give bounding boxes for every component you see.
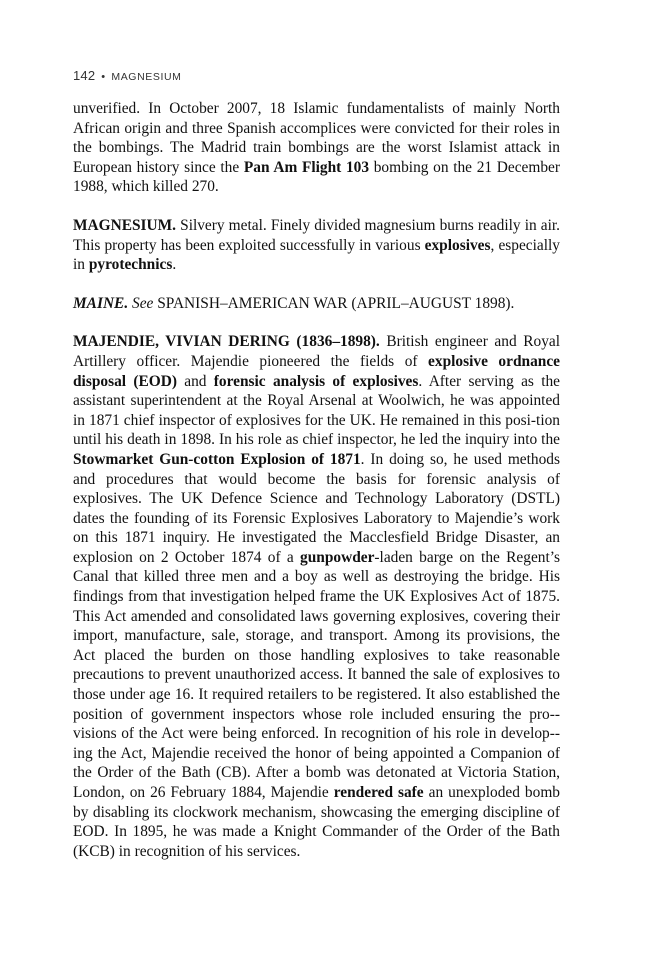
cross-reference: forensic analysis of explosives xyxy=(213,372,419,390)
text-run: British engineer and Royal Artillery officer. Majendie pioneered the fields of xyxy=(73,333,560,370)
entry-headword: MAJENDIE, VIVIAN DERING (1836–1898). xyxy=(73,333,380,351)
cross-reference: Stowmarket Gun-cotton Explosion of 1871 xyxy=(73,450,361,468)
cross-reference: pyrotechnics xyxy=(88,256,173,274)
paragraph-continuation xyxy=(73,99,560,197)
page-number: 142 xyxy=(73,68,96,83)
page-body xyxy=(73,99,560,861)
text-run: , especially in xyxy=(73,236,560,274)
cross-reference: explosive ordnance disposal (EOD) xyxy=(73,352,560,390)
cross-reference: Pan Am Flight 103 xyxy=(243,158,370,176)
running-header xyxy=(73,68,182,83)
text-run: -laden barge on the Regent’s Canal that killed three men and a boy as well as destroying the bridge. His findings from that investigation helped frame the UK Explosives Act of 1875. This Act amended and consolidated laws governing explosives, covering their import, manufacture, sale, storage, and transport. Among its provisions, the Act placed the burden on those handling explosives to take reasonable precautions to prevent unauthorized access. It banned the sale of explosives to those under age 16. It required retailers to be registered. It also established the position of government inspectors whose role included ensuring the pro-visions of the Act were being enforced. In recognition of his role in develop-ing the Act, Majendie received the honor of being appointed a Companion of the Order of the Bath (CB). After a bomb was detonated at Victoria Station, London, on 26 February 1884, Majendie xyxy=(73,548,561,801)
entry-headword: MAGNESIUM. xyxy=(73,216,177,234)
entry-magnesium xyxy=(73,216,560,275)
see-reference-target: SPANISH–AMERICAN WAR (APRIL–AUGUST 1898). xyxy=(153,294,515,312)
running-title: MAGNESIUM xyxy=(111,71,182,83)
cross-reference: rendered safe xyxy=(333,784,424,801)
cross-reference: gunpowder xyxy=(300,548,375,566)
cross-reference: explosives xyxy=(424,236,491,254)
header-bullet: • xyxy=(101,71,106,83)
text-run: and xyxy=(176,372,214,390)
entry-majendie xyxy=(73,332,560,861)
text-run: . In doing so, he used methods and procedures that would become the basis for forensic analysis of explosives. The UK Defence Science and Technology Laboratory (DSTL) dates the founding of its Forensic Explosives Laboratory to Majendie’s work on this 1871 inquiry. He investigated the Macclesfield Bridge Disaster, an explosion on 2 October 1874 of a xyxy=(73,450,560,566)
text-run: an unexploded bomb by disabling its clockwork mechanism, showcasing the emerging discipline of EOD. In 1895, he was made a Knight Commander of the Order of the Bath (KCB) in recognition of his services. xyxy=(73,784,560,860)
entry-maine xyxy=(73,294,560,314)
text-run: . After serving as the assistant superintendent at the Royal Arsenal at Woolwich, he was appointed in 1871 chief inspector of explosives for the UK. He remained in this posi-tion until his death in 1898. In his role as chief inspector, he led the inquiry into the xyxy=(73,372,560,449)
text-run: unverified. In October 2007, 18 Islamic fundamentalists of mainly North African origin and three Spanish accomplices were convicted for their roles in the bombings. The Madrid train bombings are the worst Islamist attack in European history since the xyxy=(73,100,560,176)
text-run: bombing on the 21 December 1988, which killed 270. xyxy=(73,158,560,196)
entry-headword: MAINE. xyxy=(73,294,129,312)
see-reference-label: See xyxy=(128,294,154,312)
text-run: . xyxy=(172,256,177,274)
text-run: Silvery metal. Finely divided magnesium burns readily in air. This property has been exploited successfully in various xyxy=(73,216,560,254)
